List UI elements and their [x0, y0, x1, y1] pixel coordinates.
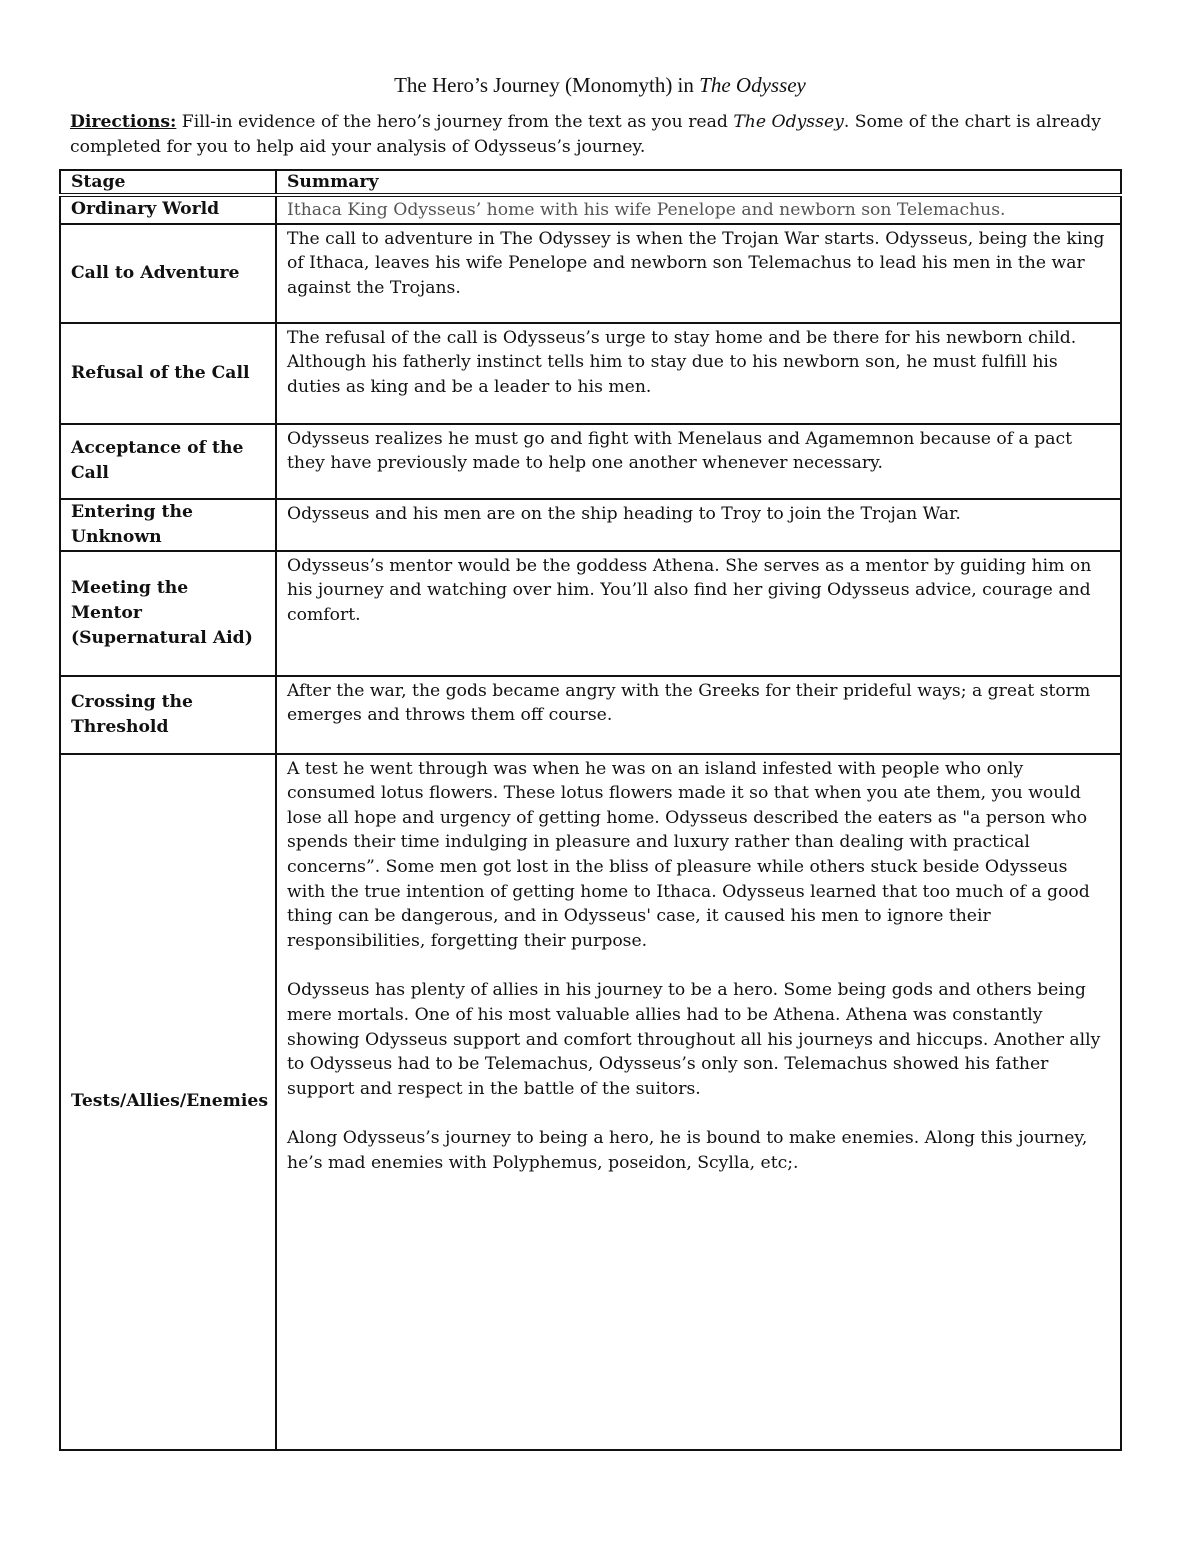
- summary-paragraph: Odysseus and his men are on the ship heading to Troy to join the Trojan War.: [287, 503, 961, 524]
- summary-cell: [276, 224, 1121, 323]
- table-row: [60, 323, 1121, 424]
- summary-cell: [276, 323, 1121, 424]
- summary-paragraph: Odysseus has plenty of allies in his journey to be a hero. Some being gods and others being mere mortals. One of his most valuable allies had to be Athena. Athena was constantly showing Odysseus support and comfort throughout all his journeys and hiccups. Another ally to Odysseus had to be Telemachus, Odysseus’s only son. Telemachus showed his father support and respect in the battle of the suitors.: [287, 980, 1101, 1099]
- summary-paragraph: Ithaca King Odysseus’ home with his wife Penelope and newborn son Telemachus.: [287, 200, 1006, 220]
- stage-cell: Meeting the Mentor (Supernatural Aid): [60, 551, 276, 676]
- stage-cell: Call to Adventure: [60, 224, 276, 323]
- summary-paragraph: The call to adventure in The Odyssey is when the Trojan War starts. Odysseus, being the king of Ithaca, leaves his wife Penelope and newborn son Telemachus to lead his men in the war against the Trojans.: [287, 228, 1105, 298]
- table-row: [60, 224, 1121, 323]
- page-title: [0, 73, 1200, 98]
- table-row: [60, 195, 1121, 224]
- table-row: [60, 754, 1121, 1450]
- summary-cell: [276, 754, 1121, 1450]
- table-row: [60, 551, 1121, 676]
- heros-journey-table: [59, 169, 1122, 1451]
- summary-cell: [276, 551, 1121, 676]
- table-row: [60, 676, 1121, 754]
- title-text: The Hero’s Journey (Monomyth) in: [394, 73, 700, 97]
- table-row: [60, 424, 1121, 499]
- summary-paragraph: A test he went through was when he was on an island infested with people who only consumed lotus flowers. These lotus flowers made it so that when you ate them, you would lose all hope and urgency of getting home. Odysseus described the eaters as "a person who spends their time indulging in pleasure and luxury rather than dealing with practical concerns”. Some men got lost in the bliss of pleasure while others stuck beside Odysseus with the true intention of getting home to Ithaca. Odysseus learned that too much of a good thing can be dangerous, and in Odysseus' case, it caused his men to ignore their responsibilities, forgetting their purpose.: [287, 758, 1090, 951]
- summary-cell: [276, 676, 1121, 754]
- summary-cell: [276, 195, 1121, 224]
- summary-paragraph: After the war, the gods became angry with the Greeks for their prideful ways; a great storm emerges and throws them off course.: [287, 680, 1091, 726]
- title-italic: The Odyssey: [699, 73, 806, 97]
- summary-paragraph: The refusal of the call is Odysseus’s urge to stay home and be there for his newborn child. Although his fatherly instinct tells him to stay due to his newborn son, he must fulfill his duties as king and be a leader to his men.: [287, 327, 1077, 397]
- stage-cell: Acceptance of the Call: [60, 424, 276, 499]
- stage-cell: Crossing the Threshold: [60, 676, 276, 754]
- stage-cell: Entering the Unknown: [60, 499, 276, 551]
- stage-cell: Ordinary World: [60, 195, 276, 224]
- summary-paragraph: Odysseus realizes he must go and fight with Menelaus and Agamemnon because of a pact they have previously made to help one another whenever necessary.: [287, 428, 1073, 474]
- directions-text-1: Fill-in evidence of the hero’s journey from the text as you read: [176, 112, 734, 132]
- directions-italic: The Odyssey: [733, 112, 844, 132]
- directions-text-2: . Some of the chart is already completed for you to help aid your analysis of Odysseus’s journey.: [70, 112, 1101, 157]
- summary-paragraph: Odysseus’s mentor would be the goddess Athena. She serves as a mentor by guiding him on his journey and watching over him. You’ll also find her giving Odysseus advice, courage and comfort.: [287, 555, 1092, 625]
- summary-cell: [276, 424, 1121, 499]
- summary-cell: [276, 499, 1121, 551]
- summary-paragraph: Along Odysseus’s journey to being a hero, he is bound to make enemies. Along this journey, he’s mad enemies with Polyphemus, poseidon, Scylla, etc;.: [287, 1128, 1088, 1173]
- stage-cell: Tests/Allies/Enemies: [60, 754, 276, 1450]
- stage-cell: Refusal of the Call: [60, 323, 276, 424]
- summary-column-header: Summary: [276, 170, 1121, 195]
- stage-column-header: Stage: [60, 170, 276, 195]
- directions: [70, 110, 1130, 160]
- directions-label: Directions:: [70, 112, 177, 132]
- table-row: [60, 499, 1121, 551]
- table-header-row: [60, 170, 1121, 195]
